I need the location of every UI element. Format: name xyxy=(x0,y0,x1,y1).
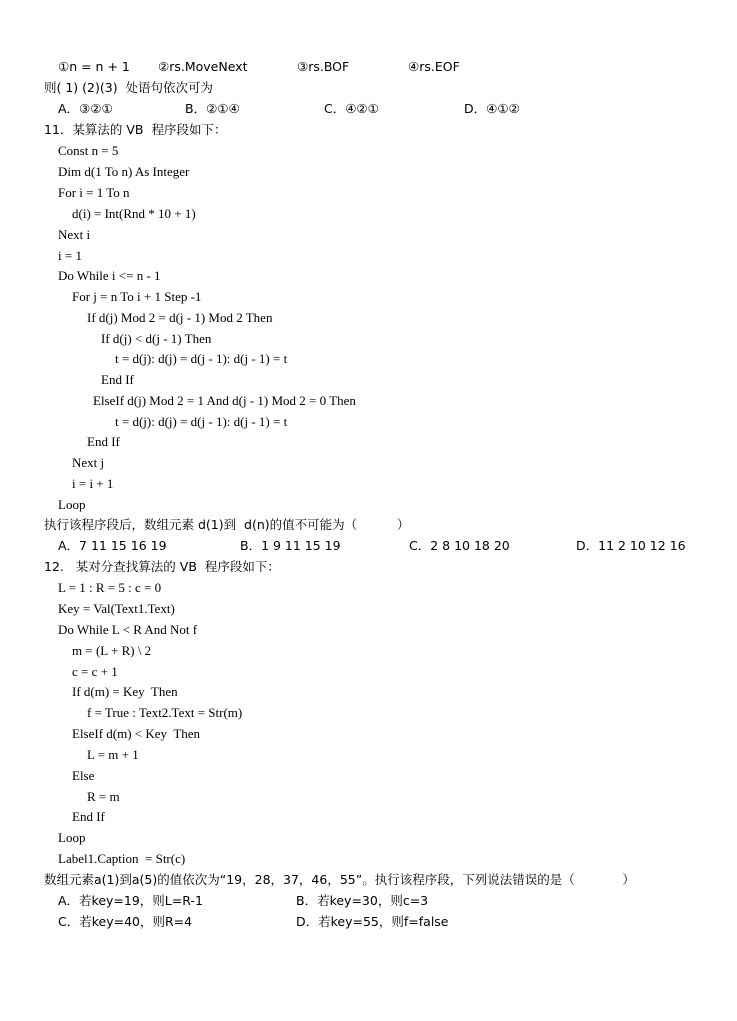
q11-code-line: For i = 1 To n xyxy=(58,185,130,200)
q11-code-line: Do While i <= n - 1 xyxy=(58,268,161,283)
q10-choice-1: ①n = n + 1 xyxy=(58,59,130,74)
q11-code-line: i = i + 1 xyxy=(72,476,114,491)
q12-title: 12. 某对分查找算法的 VB 程序段如下： xyxy=(44,559,280,574)
q10-option-c: C．④②① xyxy=(324,101,379,116)
q10-option-a: A．③②① xyxy=(58,101,113,116)
q10-choice-4: ④rs.EOF xyxy=(408,59,460,74)
q12-code-line: R = m xyxy=(87,789,120,804)
q11-code-line: Loop xyxy=(58,497,86,512)
q11-code-line: ElseIf d(j) Mod 2 = 1 And d(j - 1) Mod 2 = 0 Then xyxy=(93,393,356,408)
q11-code-line: End If xyxy=(87,434,120,449)
q11-code-line: Next i xyxy=(58,227,91,242)
q12-code-line: Loop xyxy=(58,830,86,845)
q11-question: 执行该程序段后，数组元素 d(1)到 d(n)的值不可能为（ ） xyxy=(44,517,410,532)
q12-code-line: Key = Val(Text1.Text) xyxy=(58,601,175,616)
q12-code-line: L = 1 : R = 5 : c = 0 xyxy=(58,580,162,595)
q11-code-line: Next j xyxy=(72,455,105,470)
q11-code-line: Const n = 5 xyxy=(58,143,119,158)
q11-code-line: i = 1 xyxy=(58,248,82,263)
q12-code-line: L = m + 1 xyxy=(87,747,139,762)
q11-option-c: C．2 8 10 18 20 xyxy=(409,538,510,553)
q10-option-d: D．④①② xyxy=(464,101,520,116)
q11-option-a: A．7 11 15 16 19 xyxy=(58,538,167,553)
q12-code-line: Do While L < R And Not f xyxy=(58,622,198,637)
q12-code-line: f = True : Text2.Text = Str(m) xyxy=(87,705,243,720)
q12-code-line: Label1.Caption = Str(c) xyxy=(58,851,186,866)
q12-code-line: If d(m) = Key Then xyxy=(72,684,178,699)
q11-code-line: If d(j) < d(j - 1) Then xyxy=(101,331,212,346)
q10-choice-3: ③rs.BOF xyxy=(297,59,350,74)
q11-title: 11．某算法的 VB 程序段如下： xyxy=(44,122,227,137)
q12-option-d: D．若key=55，则f=false xyxy=(296,914,449,929)
q11-code-line: End If xyxy=(101,372,134,387)
q11-code-line: Dim d(1 To n) As Integer xyxy=(58,164,190,179)
q12-code-line: ElseIf d(m) < Key Then xyxy=(72,726,201,741)
q12-code-line: c = c + 1 xyxy=(72,664,118,679)
q12-code-line: m = (L + R) \ 2 xyxy=(72,643,152,658)
q11-code-line: If d(j) Mod 2 = d(j - 1) Mod 2 Then xyxy=(87,310,273,325)
q10-choice-2: ②rs.MoveNext xyxy=(158,59,248,74)
q11-code-line: t = d(j): d(j) = d(j - 1): d(j - 1) = t xyxy=(115,414,288,429)
q12-option-b: B．若key=30，则c=3 xyxy=(296,893,429,908)
q12-question: 数组元素a(1)到a(5)的值依次为“19，28，37，46，55”。执行该程序段，下列说法错误的是（ ） xyxy=(44,872,635,887)
q11-option-d: D．11 2 10 12 16 xyxy=(576,538,686,553)
q12-option-c: C．若key=40，则R=4 xyxy=(58,914,193,929)
q12-code-line: End If xyxy=(72,809,105,824)
q11-option-b: B．1 9 11 15 19 xyxy=(240,538,341,553)
q11-code-line: d(i) = Int(Rnd * 10 + 1) xyxy=(72,206,196,221)
q10-prompt: 则( 1) (2)(3) 处语句依次可为 xyxy=(44,80,214,95)
q11-code-line: For j = n To i + 1 Step -1 xyxy=(72,289,202,304)
q11-code-line: t = d(j): d(j) = d(j - 1): d(j - 1) = t xyxy=(115,351,288,366)
q12-code-line: Else xyxy=(72,768,95,783)
q12-option-a: A．若key=19，则L=R-1 xyxy=(58,893,203,908)
q10-option-b: B．②①④ xyxy=(185,101,240,116)
